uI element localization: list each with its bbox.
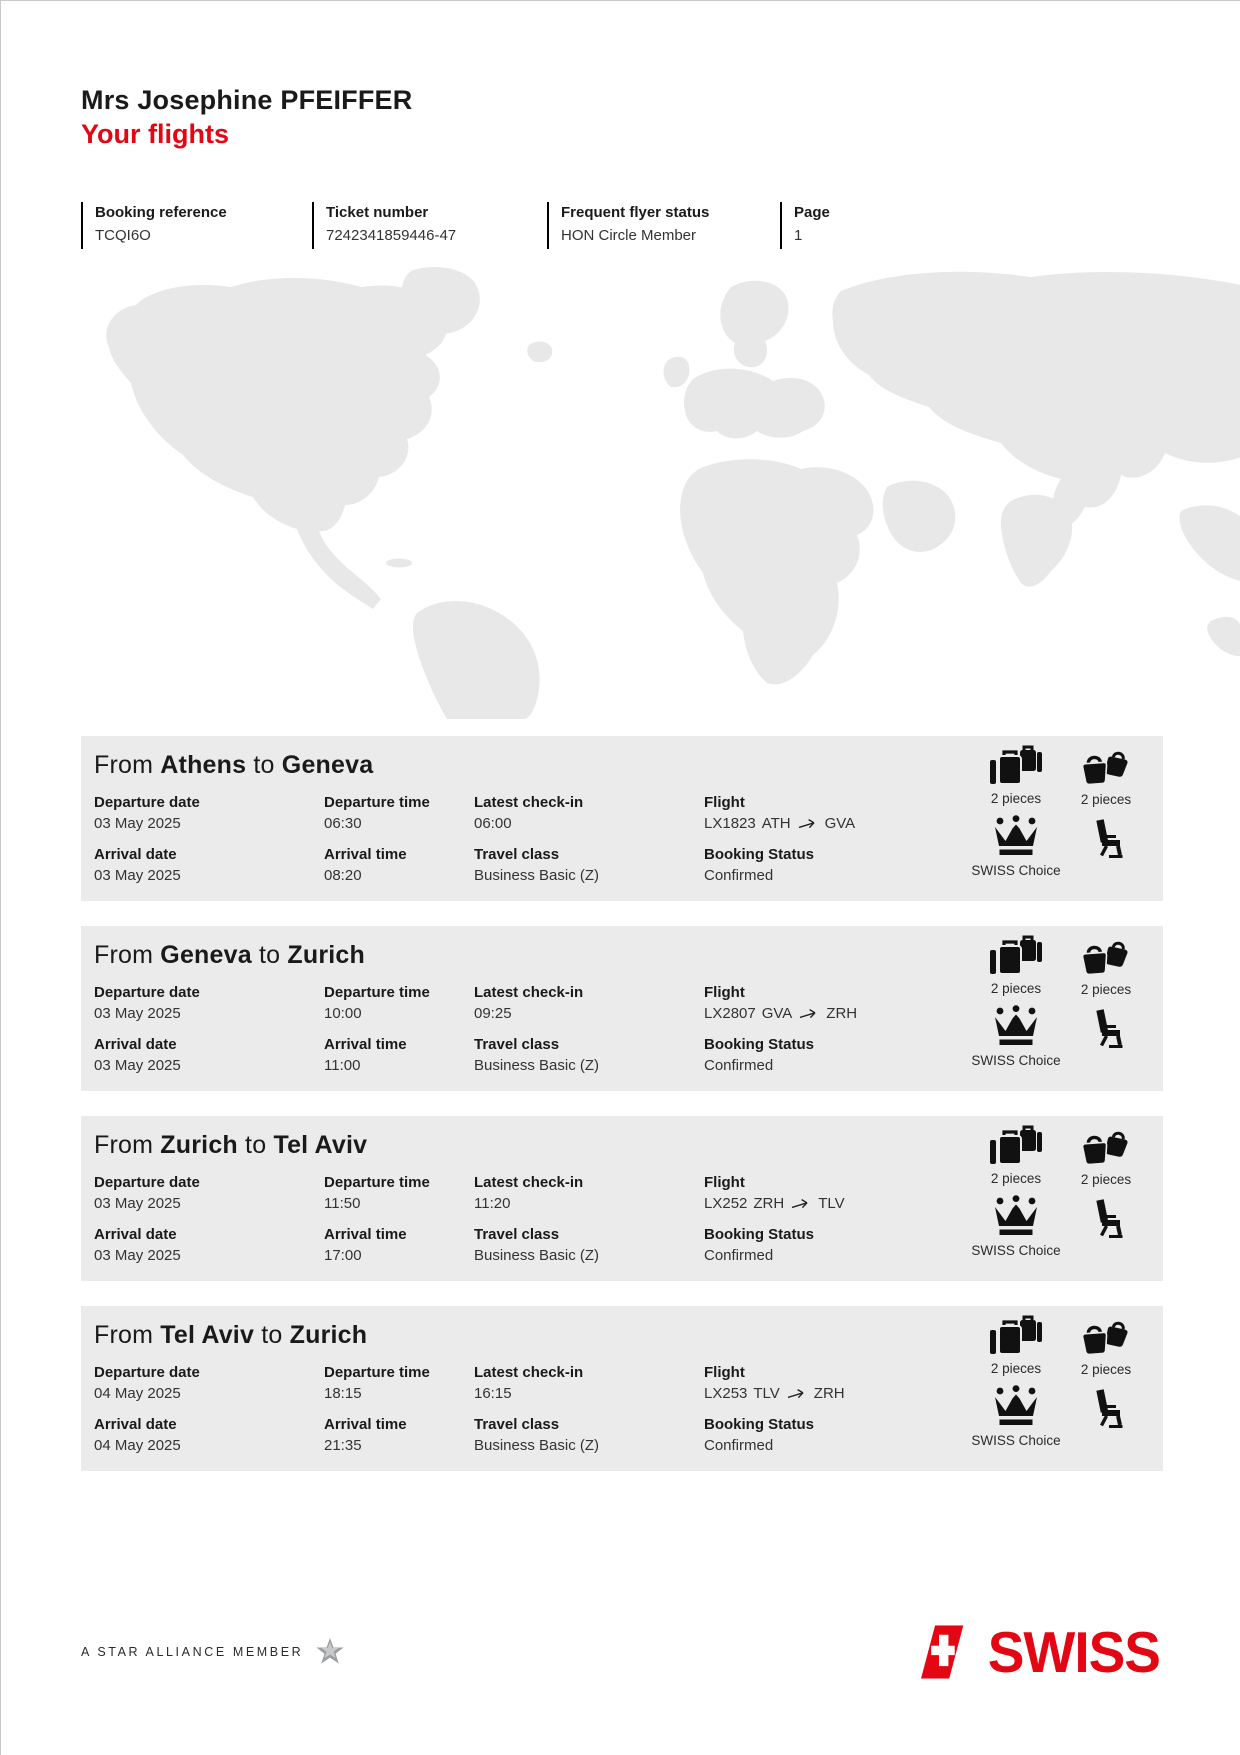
flight-number: LX1823 bbox=[704, 815, 756, 832]
page-header bbox=[1, 1, 1240, 150]
arrival-time-field bbox=[324, 1415, 474, 1456]
arrival-time-label: Arrival time bbox=[324, 1036, 407, 1053]
flight-label: Flight bbox=[704, 1364, 745, 1381]
latest-checkin-field bbox=[474, 793, 704, 834]
route-origin-code: GVA bbox=[761, 1005, 793, 1022]
seat-perk bbox=[1088, 809, 1124, 878]
destination-city: Zurich bbox=[289, 1321, 368, 1349]
latest-checkin-value: 09:25 bbox=[474, 1005, 512, 1022]
airline-seat-icon bbox=[1088, 1007, 1124, 1049]
arrival-time-field bbox=[324, 1225, 474, 1266]
flight-field bbox=[704, 1363, 944, 1404]
latest-checkin-label: Latest check-in bbox=[474, 1364, 584, 1381]
suitcases-icon bbox=[990, 1124, 1042, 1166]
to-label: to bbox=[259, 941, 281, 969]
page-number-label: Page bbox=[794, 204, 830, 221]
travel-class-label: Travel class bbox=[474, 1226, 560, 1243]
arrival-time-value: 08:20 bbox=[324, 867, 362, 884]
arrival-time-label: Arrival time bbox=[324, 1416, 407, 1433]
suitcases-icon bbox=[990, 934, 1042, 976]
airline-seat-icon bbox=[1088, 1387, 1124, 1429]
flight-field bbox=[704, 983, 944, 1024]
hand-baggage-allowance: 2 pieces bbox=[1080, 792, 1132, 807]
travel-class-field bbox=[474, 1225, 704, 1266]
seat-perk bbox=[1088, 1379, 1124, 1448]
ticket-number-block bbox=[312, 202, 547, 249]
booking-status-label: Booking Status bbox=[704, 1226, 815, 1243]
departure-date-field bbox=[94, 1363, 324, 1404]
arrival-date-label: Arrival date bbox=[94, 1036, 177, 1053]
checked-baggage bbox=[990, 1314, 1042, 1377]
flight-route bbox=[704, 1004, 944, 1024]
suitcases-icon bbox=[990, 744, 1042, 786]
booking-status-value: Confirmed bbox=[704, 1057, 774, 1074]
to-label: to bbox=[253, 751, 275, 779]
booking-status-field bbox=[704, 845, 944, 886]
to-label: to bbox=[245, 1131, 267, 1159]
flight-label: Flight bbox=[704, 1174, 745, 1191]
route-origin-code: TLV bbox=[753, 1385, 780, 1402]
baggage-and-perks bbox=[971, 934, 1151, 1068]
departure-time-label: Departure time bbox=[324, 794, 430, 811]
from-label: From bbox=[94, 1131, 154, 1159]
departure-date-value: 03 May 2025 bbox=[94, 1195, 181, 1212]
from-label: From bbox=[94, 1321, 154, 1349]
latest-checkin-label: Latest check-in bbox=[474, 984, 584, 1001]
latest-checkin-value: 06:00 bbox=[474, 815, 512, 832]
swiss-choice bbox=[971, 1189, 1060, 1258]
airline-seat-icon bbox=[1088, 817, 1124, 859]
swiss-tailfin-icon bbox=[921, 1618, 979, 1686]
to-label: to bbox=[261, 1321, 283, 1349]
from-label: From bbox=[94, 941, 154, 969]
travel-class-value: Business Basic (Z) bbox=[474, 1437, 600, 1454]
booking-status-label: Booking Status bbox=[704, 1416, 815, 1433]
departure-time-value: 18:15 bbox=[324, 1385, 362, 1402]
travel-class-value: Business Basic (Z) bbox=[474, 1057, 600, 1074]
departure-date-field bbox=[94, 793, 324, 834]
flight-number: LX252 bbox=[704, 1195, 748, 1212]
passenger-name: Mrs Josephine PFEIFFER bbox=[81, 85, 413, 115]
swiss-logo bbox=[921, 1618, 1160, 1686]
departure-time-field bbox=[324, 1363, 474, 1404]
swiss-choice bbox=[971, 809, 1060, 878]
booking-reference-value: TCQI6O bbox=[95, 227, 151, 244]
arrival-date-field bbox=[94, 1415, 324, 1456]
flight-card-2 bbox=[81, 926, 1163, 1091]
arrival-date-label: Arrival date bbox=[94, 1416, 177, 1433]
departure-date-value: 04 May 2025 bbox=[94, 1385, 181, 1402]
swiss-choice bbox=[971, 1379, 1060, 1448]
hand-baggage-allowance: 2 pieces bbox=[1080, 982, 1132, 997]
flight-route bbox=[704, 1194, 944, 1214]
booking-status-value: Confirmed bbox=[704, 1247, 774, 1264]
from-label: From bbox=[94, 751, 154, 779]
arrival-date-value: 03 May 2025 bbox=[94, 1247, 181, 1264]
departure-time-value: 06:30 bbox=[324, 815, 362, 832]
flight-number: LX2807 bbox=[704, 1005, 756, 1022]
departure-time-label: Departure time bbox=[324, 1364, 430, 1381]
arrival-time-value: 17:00 bbox=[324, 1247, 362, 1264]
star-alliance-badge bbox=[81, 1637, 345, 1667]
departure-date-label: Departure date bbox=[94, 1364, 200, 1381]
route-arrow-icon bbox=[799, 1008, 819, 1020]
checked-baggage-allowance: 2 pieces bbox=[990, 981, 1042, 996]
flight-card-1 bbox=[81, 736, 1163, 901]
checked-baggage-allowance: 2 pieces bbox=[990, 791, 1042, 806]
booking-status-field bbox=[704, 1035, 944, 1076]
booking-status-label: Booking Status bbox=[704, 846, 815, 863]
ticket-number-label: Ticket number bbox=[326, 204, 429, 221]
flight-card-3 bbox=[81, 1116, 1163, 1281]
departure-time-field bbox=[324, 793, 474, 834]
flight-route bbox=[704, 814, 944, 834]
booking-status-value: Confirmed bbox=[704, 1437, 774, 1454]
arrival-date-value: 03 May 2025 bbox=[94, 867, 181, 884]
route-origin-code: ATH bbox=[761, 815, 791, 832]
departure-time-field bbox=[324, 1173, 474, 1214]
checked-baggage bbox=[990, 934, 1042, 997]
handbags-icon bbox=[1081, 1317, 1131, 1357]
arrival-date-value: 03 May 2025 bbox=[94, 1057, 181, 1074]
swiss-choice-label: SWISS Choice bbox=[971, 863, 1061, 878]
star-icon bbox=[315, 1637, 345, 1667]
page-footer bbox=[81, 1609, 1160, 1695]
route-destination-code: ZRH bbox=[813, 1385, 845, 1402]
route-destination-code: GVA bbox=[824, 815, 856, 832]
route-destination-code: ZRH bbox=[826, 1005, 858, 1022]
flight-route bbox=[704, 1384, 944, 1404]
checked-baggage-allowance: 2 pieces bbox=[990, 1361, 1042, 1376]
travel-class-field bbox=[474, 845, 704, 886]
arrival-time-label: Arrival time bbox=[324, 846, 407, 863]
flight-label: Flight bbox=[704, 984, 745, 1001]
route-arrow-icon bbox=[791, 1198, 811, 1210]
destination-city: Geneva bbox=[281, 751, 374, 779]
travel-class-label: Travel class bbox=[474, 846, 560, 863]
frequent-flyer-block bbox=[547, 202, 780, 249]
flight-card-4 bbox=[81, 1306, 1163, 1471]
checked-baggage-allowance: 2 pieces bbox=[990, 1171, 1042, 1186]
arrival-time-label: Arrival time bbox=[324, 1226, 407, 1243]
arrival-time-value: 11:00 bbox=[324, 1057, 361, 1074]
arrival-time-field bbox=[324, 845, 474, 886]
arrival-date-label: Arrival date bbox=[94, 1226, 177, 1243]
travel-class-value: Business Basic (Z) bbox=[474, 867, 600, 884]
hand-baggage-allowance: 2 pieces bbox=[1080, 1362, 1132, 1377]
arrival-date-value: 04 May 2025 bbox=[94, 1437, 181, 1454]
latest-checkin-value: 11:20 bbox=[474, 1195, 511, 1212]
latest-checkin-field bbox=[474, 983, 704, 1024]
route-arrow-icon bbox=[798, 818, 818, 830]
page-number-value: 1 bbox=[794, 227, 803, 244]
page-title: Your flights bbox=[81, 119, 229, 149]
swiss-choice-label: SWISS Choice bbox=[971, 1243, 1061, 1258]
frequent-flyer-label: Frequent flyer status bbox=[561, 204, 710, 221]
departure-date-value: 03 May 2025 bbox=[94, 815, 181, 832]
travel-class-label: Travel class bbox=[474, 1416, 560, 1433]
origin-city: Zurich bbox=[160, 1131, 238, 1159]
departure-date-value: 03 May 2025 bbox=[94, 1005, 181, 1022]
seat-perk bbox=[1088, 999, 1124, 1068]
hand-baggage bbox=[1081, 934, 1131, 997]
baggage-and-perks bbox=[971, 744, 1151, 878]
departure-time-field bbox=[324, 983, 474, 1024]
booking-status-field bbox=[704, 1415, 944, 1456]
departure-time-value: 10:00 bbox=[324, 1005, 362, 1022]
airline-seat-icon bbox=[1088, 1197, 1124, 1239]
flight-number: LX253 bbox=[704, 1385, 748, 1402]
booking-status-label: Booking Status bbox=[704, 1036, 815, 1053]
world-map-svg bbox=[81, 261, 1240, 719]
booking-reference-label: Booking reference bbox=[95, 204, 227, 221]
route-destination-code: TLV bbox=[818, 1195, 845, 1212]
destination-city: Tel Aviv bbox=[273, 1131, 368, 1159]
latest-checkin-label: Latest check-in bbox=[474, 794, 584, 811]
swiss-choice bbox=[971, 999, 1060, 1068]
travel-class-field bbox=[474, 1415, 704, 1456]
arrival-date-field bbox=[94, 1035, 324, 1076]
departure-date-field bbox=[94, 1173, 324, 1214]
route-origin-code: ZRH bbox=[753, 1195, 785, 1212]
departure-date-label: Departure date bbox=[94, 984, 200, 1001]
seat-perk bbox=[1088, 1189, 1124, 1258]
latest-checkin-field bbox=[474, 1363, 704, 1404]
frequent-flyer-value: HON Circle Member bbox=[561, 227, 697, 244]
booking-status-value: Confirmed bbox=[704, 867, 774, 884]
departure-date-field bbox=[94, 983, 324, 1024]
arrival-time-field bbox=[324, 1035, 474, 1076]
latest-checkin-value: 16:15 bbox=[474, 1385, 512, 1402]
swiss-choice-label: SWISS Choice bbox=[971, 1433, 1061, 1448]
page-number-block bbox=[780, 202, 900, 249]
baggage-and-perks bbox=[971, 1314, 1151, 1448]
handbags-icon bbox=[1081, 1127, 1131, 1167]
crown-icon bbox=[993, 1005, 1039, 1047]
origin-city: Geneva bbox=[160, 941, 252, 969]
baggage-and-perks bbox=[971, 1124, 1151, 1258]
departure-time-value: 11:50 bbox=[324, 1195, 361, 1212]
origin-city: Tel Aviv bbox=[160, 1321, 255, 1349]
flight-field bbox=[704, 1173, 944, 1214]
booking-reference-block bbox=[81, 202, 312, 249]
crown-icon bbox=[993, 815, 1039, 857]
arrival-date-field bbox=[94, 1225, 324, 1266]
travel-class-value: Business Basic (Z) bbox=[474, 1247, 600, 1264]
route-arrow-icon bbox=[787, 1388, 807, 1400]
crown-icon bbox=[993, 1385, 1039, 1427]
departure-time-label: Departure time bbox=[324, 984, 430, 1001]
departure-date-label: Departure date bbox=[94, 1174, 200, 1191]
travel-class-field bbox=[474, 1035, 704, 1076]
arrival-date-field bbox=[94, 845, 324, 886]
swiss-choice-label: SWISS Choice bbox=[971, 1053, 1061, 1068]
travel-class-label: Travel class bbox=[474, 1036, 560, 1053]
hand-baggage bbox=[1081, 744, 1131, 807]
crown-icon bbox=[993, 1195, 1039, 1237]
arrival-time-value: 21:35 bbox=[324, 1437, 362, 1454]
star-alliance-text: A STAR ALLIANCE MEMBER bbox=[81, 1645, 304, 1659]
ticket-number-value: 7242341859446-47 bbox=[326, 227, 457, 244]
departure-date-label: Departure date bbox=[94, 794, 200, 811]
booking-info-row bbox=[81, 202, 1240, 249]
destination-city: Zurich bbox=[287, 941, 365, 969]
handbags-icon bbox=[1081, 937, 1131, 977]
suitcases-icon bbox=[990, 1314, 1042, 1356]
departure-time-label: Departure time bbox=[324, 1174, 430, 1191]
world-map-image bbox=[81, 261, 1240, 719]
flight-label: Flight bbox=[704, 794, 745, 811]
latest-checkin-label: Latest check-in bbox=[474, 1174, 584, 1191]
arrival-date-label: Arrival date bbox=[94, 846, 177, 863]
flight-field bbox=[704, 793, 944, 834]
checked-baggage bbox=[990, 1124, 1042, 1187]
hand-baggage bbox=[1081, 1314, 1131, 1377]
latest-checkin-field bbox=[474, 1173, 704, 1214]
hand-baggage bbox=[1081, 1124, 1131, 1187]
handbags-icon bbox=[1081, 747, 1131, 787]
hand-baggage-allowance: 2 pieces bbox=[1080, 1172, 1132, 1187]
origin-city: Athens bbox=[160, 751, 247, 779]
booking-status-field bbox=[704, 1225, 944, 1266]
checked-baggage bbox=[990, 744, 1042, 807]
swiss-logo-text: SWISS bbox=[987, 1619, 1160, 1685]
